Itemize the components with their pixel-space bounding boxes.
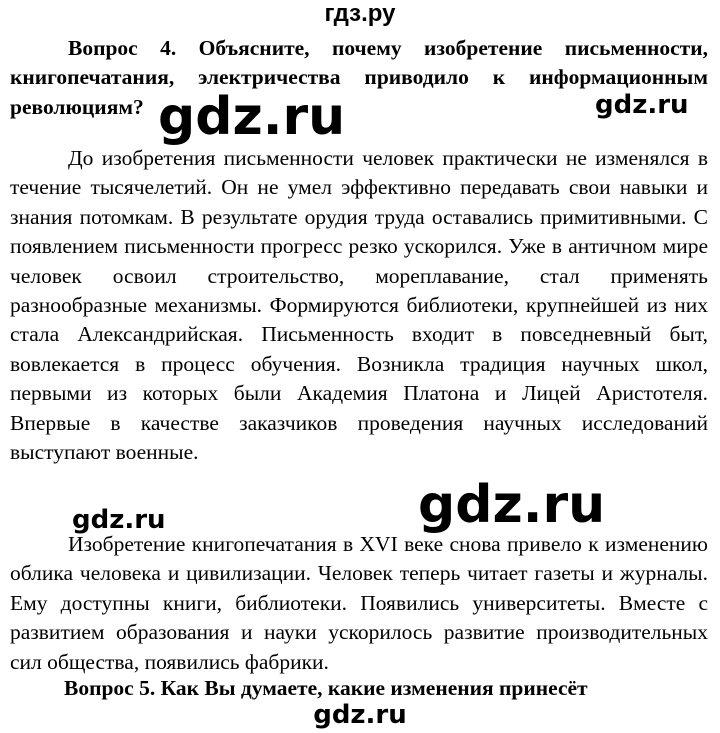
answer-paragraph-1: До изобретения письменности человек практически не изменялся в течение тысячелетий. Он не умел эффективно передавать свои навыки и знания потомкам. В результате орудия труда оставались примитивными. С появлением письменности прогресс резко ускорился. Уже в античном мире человек освоил строительство, мореплавание, стал применять разнообразные механизмы. Формируются библиотеки, крупнейшей из них стала Александрийская. Письменность входит в повседневный быт, вовлекается в процесс обучения. Возникла традиция научных школ, первыми из которых были Академия Платона и Лицей Аристотеля. Впервые в качестве заказчиков проведения научных исследований выступают военные. bbox=[10, 146, 708, 465]
watermark-small: gdz.ru bbox=[72, 505, 166, 535]
watermark-footer: gdz.ru bbox=[313, 700, 407, 730]
site-header: гдз.ру bbox=[324, 0, 396, 27]
question-heading: Вопрос 4. Объясните, почему изобретение письменности, книгопечатания, электричества приводило к информационным революциям? bbox=[10, 36, 708, 119]
watermark-large: gdz.ru bbox=[418, 475, 606, 535]
watermark-small: gdz.ru bbox=[595, 90, 689, 120]
cutoff-text: Вопрос 5. Как Вы думаете, какие изменения принесёт bbox=[64, 676, 588, 700]
watermark-large: gdz.ru bbox=[158, 87, 346, 147]
answer-paragraph-2: Изобретение книгопечатания в XVI веке снова привело к изменению облика человека и цивилизации. Человек теперь читает газеты и журналы. Ему доступны книги, библиотеки. Появились университеты. Вместе с развитием образования и науки ускорилось развитие производительных сил общества, появились фабрики. bbox=[10, 532, 708, 674]
